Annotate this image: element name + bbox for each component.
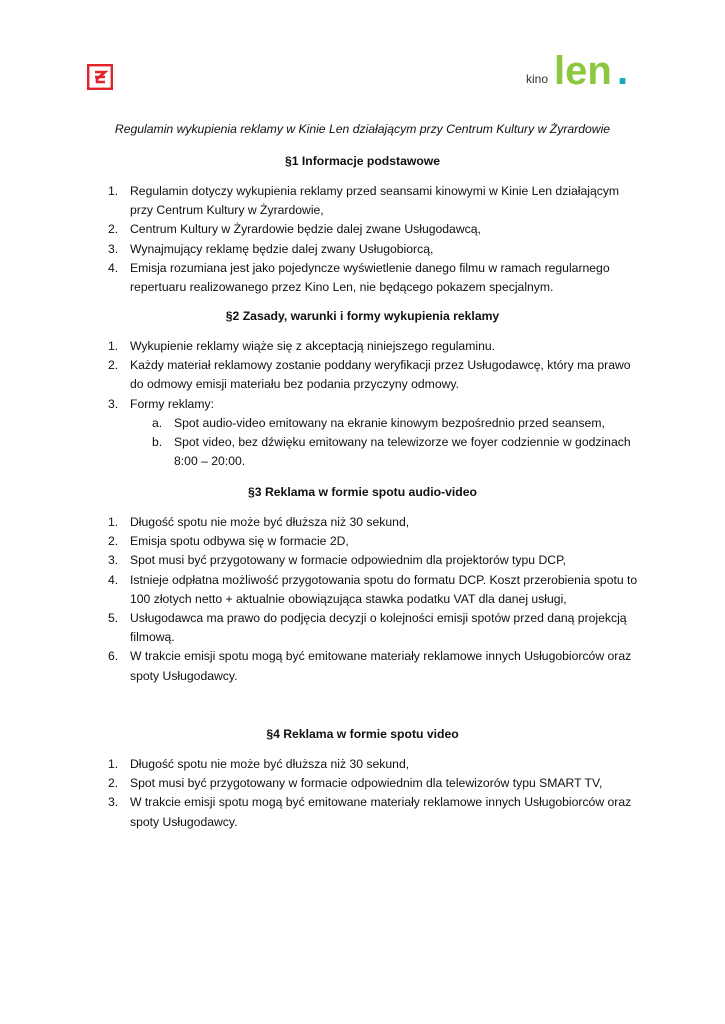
list-item bbox=[108, 532, 638, 551]
logo-len-text: len bbox=[554, 49, 612, 90]
item-number: 2. bbox=[108, 222, 119, 237]
item-number: 3. bbox=[108, 795, 119, 810]
item-number: 6. bbox=[108, 649, 119, 664]
item-number: 2. bbox=[108, 358, 119, 373]
item-text: Emisja rozumiana jest jako pojedyncze wyświetlenie danego filmu w ramach regularnego repertuaru realizowanego przez Kino Len, nie będącego pokazem specjalnym. bbox=[130, 260, 610, 295]
section-2-list bbox=[108, 337, 638, 471]
list-item bbox=[108, 259, 638, 297]
item-number: 4. bbox=[108, 260, 119, 275]
item-text: W trakcie emisji spotu mogą być emitowane materiały reklamowe innych Usługobiorców oraz spoty Usługodawcy. bbox=[130, 649, 632, 683]
sub-list-item bbox=[152, 433, 638, 471]
section-3-list bbox=[108, 513, 638, 686]
item-letter: a. bbox=[152, 415, 163, 430]
item-text: Długość spotu nie może być dłuższa niż 30 sekund, bbox=[130, 515, 410, 529]
item-number: 1. bbox=[108, 757, 119, 771]
list-item bbox=[108, 793, 638, 831]
list-item bbox=[108, 182, 638, 220]
item-number: 1. bbox=[108, 184, 119, 198]
item-text: Emisja spotu odbywa się w formacie 2D, bbox=[130, 534, 349, 549]
document-title: Regulamin wykupienia reklamy w Kinie Len działającym przy Centrum Kultury w Żyrardowie bbox=[114, 122, 611, 136]
item-number: 3. bbox=[108, 241, 119, 256]
item-text: Wynajmujący reklamę będzie dalej zwany Usługobiorcą, bbox=[130, 241, 434, 256]
list-item bbox=[108, 337, 638, 356]
item-text: Spot audio-video emitowany na ekranie kinowym bezpośrednio przed seansem, bbox=[174, 415, 605, 430]
item-text: Regulamin dotyczy wykupienia reklamy przed seansami kinowymi w Kinie Len działającym przy Centrum Kultury w Żyrardowie, bbox=[130, 184, 620, 218]
item-text: Spot video, bez dźwięku emitowany na telewizorze we foyer codziennie w godzinach 8:00 – 20:00. bbox=[174, 435, 631, 469]
section-4-list bbox=[108, 755, 638, 832]
item-number: 3. bbox=[108, 396, 119, 411]
list-item bbox=[108, 755, 638, 774]
item-text: Istnieje odpłatna możliwość przygotowania spotu do formatu DCP. Koszt przerobienia spotu to 100 złotych netto + aktualnie obowiązująca stawka podatku VAT dla danej usługi, bbox=[130, 572, 638, 606]
item-text: Spot musi być przygotowany w formacie odpowiednim dla projektorów typu DCP, bbox=[130, 553, 567, 568]
item-text: Spot musi być przygotowany w formacie odpowiednim dla telewizorów typu SMART TV, bbox=[130, 776, 603, 791]
item-number: 3. bbox=[108, 553, 119, 568]
section-2-heading: §2 Zasady, warunki i formy wykupienia reklamy bbox=[225, 309, 500, 323]
list-item bbox=[108, 774, 638, 793]
list-item bbox=[108, 513, 638, 532]
section-3-heading: §3 Reklama w formie spotu audio-video bbox=[248, 485, 477, 499]
section-1-list bbox=[108, 182, 638, 297]
item-text: W trakcie emisji spotu mogą być emitowane materiały reklamowe innych Usługobiorców oraz spoty Usługodawcy. bbox=[130, 795, 632, 829]
list-item bbox=[108, 647, 638, 685]
list-item bbox=[108, 240, 638, 259]
list-item bbox=[108, 571, 638, 609]
item-text: Centrum Kultury w Żyrardowie będzie dalej zwane Usługodawcą, bbox=[130, 222, 481, 237]
item-number: 5. bbox=[108, 611, 119, 626]
kino-len-logo bbox=[526, 44, 630, 90]
item-text: Wykupienie reklamy wiąże się z akceptacją niniejszego regulaminu. bbox=[130, 339, 496, 353]
list-item bbox=[108, 551, 638, 570]
item-text: Długość spotu nie może być dłuższa niż 30 sekund, bbox=[130, 757, 410, 771]
item-number: 4. bbox=[108, 572, 119, 587]
item-text: Formy reklamy: bbox=[130, 396, 214, 411]
list-item bbox=[108, 609, 638, 647]
z-brand-logo-icon bbox=[87, 64, 113, 90]
item-number: 2. bbox=[108, 534, 119, 549]
logo-dot-text: . bbox=[617, 49, 629, 90]
list-item bbox=[108, 356, 638, 394]
item-number: 2. bbox=[108, 776, 119, 791]
sub-list-item bbox=[152, 414, 638, 433]
section-4-heading: §4 Reklama w formie spotu video bbox=[266, 727, 459, 741]
section-1-heading: §1 Informacje podstawowe bbox=[284, 154, 441, 168]
logo-kino-text: kino bbox=[526, 72, 549, 86]
item-text: Każdy materiał reklamowy zostanie poddany weryfikacji przez Usługodawcę, który ma prawo do odmowy emisji materiału bez podania przyczyny odmowy. bbox=[130, 358, 631, 392]
forms-sublist bbox=[130, 414, 638, 472]
item-number: 1. bbox=[108, 339, 119, 353]
list-item bbox=[108, 220, 638, 239]
item-letter: b. bbox=[152, 435, 163, 450]
item-text: Usługodawca ma prawo do podjęcia decyzji o kolejności emisji spotów przed daną projekcją filmową. bbox=[130, 611, 627, 645]
item-number: 1. bbox=[108, 515, 119, 529]
list-item bbox=[108, 395, 638, 472]
